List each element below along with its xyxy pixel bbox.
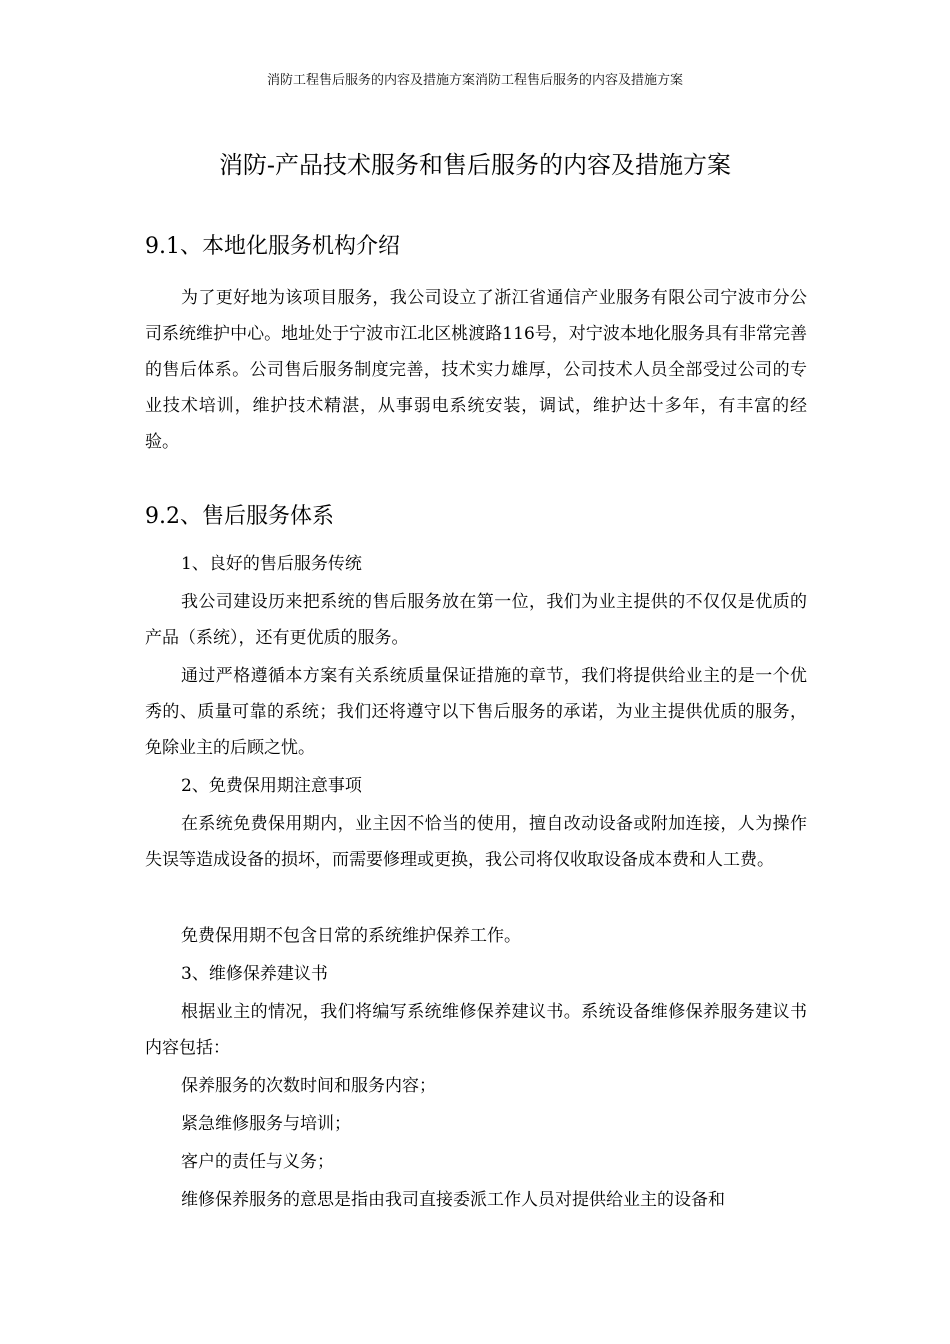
document-title: 消防-产品技术服务和售后服务的内容及措施方案 (218, 151, 732, 179)
section-heading-9-1: 9.1、本地化服务机构介绍 (145, 234, 400, 259)
item-1-title: 1、良好的售后服务传统 (181, 554, 362, 574)
running-header: 消防工程售后服务的内容及措施方案消防工程售后服务的内容及措施方案 (266, 73, 683, 88)
item-2-paragraph-2: 免费保用期不包含日常的系统维护保养工作。 (181, 926, 521, 946)
section-heading-9-2: 9.2、售后服务体系 (145, 504, 334, 529)
item-1-paragraph-2: 通过严格遵循本方案有关系统质量保证措施的章节，我们将提供给业主的是一个优秀的、质量可靠的系统；我们还将遵守以下售后服务的承诺，为业主提供优质的服务，免除业主的后顾之忧。 (145, 666, 807, 758)
list-item: 紧急维修服务与培训； (181, 1114, 351, 1134)
item-3-title: 3、维修保养建议书 (181, 964, 328, 984)
item-3-paragraph-1: 根据业主的情况，我们将编写系统维修保养建议书。系统设备维修保养服务建议书内容包括： (145, 1002, 807, 1058)
item-1-paragraph-1: 我公司建设历来把系统的售后服务放在第一位，我们为业主提供的不仅仅是优质的产品（系统），还有更优质的服务。 (145, 592, 807, 648)
item-2-title: 2、免费保用期注意事项 (181, 776, 362, 796)
list-item: 保养服务的次数时间和服务内容； (181, 1076, 436, 1096)
item-2-paragraph-1: 在系统免费保用期内，业主因不恰当的使用，擅自改动设备或附加连接，人为操作失误等造成设备的损坏，而需要修理或更换，我公司将仅收取设备成本费和人工费。 (145, 814, 807, 870)
section-9-1-paragraph: 为了更好地为该项目服务，我公司设立了浙江省通信产业服务有限公司宁波市分公司系统维护中心。地址处于宁波市江北区桃渡路116号，对宁波本地化服务具有非常完善的售后体系。公司售后服务制度完善，技术实力雄厚，公司技术人员全部受过公司的专业技术培训，维护技术精湛，从事弱电系统安装，调试，维护达十多年，有丰富的经验。 (145, 288, 807, 452)
item-3-paragraph-2: 维修保养服务的意思是指由我司直接委派工作人员对提供给业主的设备和 (181, 1190, 725, 1210)
list-item: 客户的责任与义务； (181, 1152, 334, 1172)
